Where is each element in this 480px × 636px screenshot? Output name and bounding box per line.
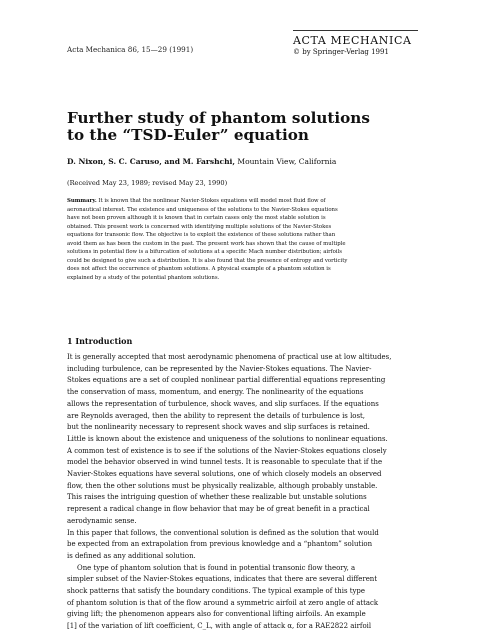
abstract-line: avoid them as has been the custom in the past. The present work has shown that the cause of multiple	[67, 240, 346, 247]
paper-title	[67, 110, 407, 144]
section-heading: 1 Introduction	[67, 336, 133, 346]
body-line: Little is known about the existence and uniqueness of the solutions to nonlinear equations.	[67, 434, 388, 443]
received-dates: (Received May 23, 1989; revised May 23, 1990)	[67, 179, 228, 187]
body-line: allows the representation of turbulence, shock waves, and slip surfaces. If the equations	[67, 399, 379, 408]
abstract-line: solutions in potential flow is a bifurcation of solutions at a specific Mach number distribution; airfoils	[67, 249, 343, 256]
abstract-line: could be designed to give such a distribution. It is also found that the presence of entropy and vorticity	[67, 257, 348, 264]
body-line: Stokes equations are a set of coupled nonlinear partial differential equations representing	[67, 376, 386, 385]
abstract-line: does not affect the occurrence of phantom solutions. A physical example of a phantom solution is	[67, 266, 331, 273]
author-line	[67, 157, 336, 166]
body-line: including turbulence, can be represented by the Navier-Stokes equations. The Navier-	[67, 364, 372, 373]
author-names: D. Nixon, S. C. Caruso, and M. Farshchi,	[67, 157, 235, 166]
abstract	[67, 197, 417, 282]
body-line: model the behavior observed in wind tunnel tests. It is reasonable to speculate that if the	[67, 458, 383, 467]
masthead-copyright: © by Springer-Verlag 1991	[293, 48, 389, 56]
body-line: One type of phantom solution that is found in potential transonic flow theory, a	[77, 563, 356, 572]
title-line: Further study of phantom solutions	[67, 109, 370, 127]
body-line: Navier-Stokes equations have several solutions, one of which closely models an observed	[67, 470, 382, 479]
abstract-line: obtained. This present work is concerned with identifying multiple solutions of the Navier-Stokes	[67, 223, 332, 230]
abstract-line: equations for transonic flow. The objective is to exploit the existence of these solutions rather than	[67, 232, 336, 239]
body-line: are Reynolds averaged, then the ability to represent the details of turbulence is lost,	[67, 411, 366, 420]
abstract-line: explained by a study of the potential phantom solutions.	[67, 274, 220, 281]
body-line: of phantom solution is that of the flow around a symmetric airfoil at zero angle of attack	[67, 598, 379, 607]
body-line: the conservation of mass, momentum, and energy. The nonlinearity of the equations	[67, 388, 364, 397]
abstract-line: Summary. It is known that the nonlinear Navier-Stokes equations will model most fluid flow of	[67, 198, 326, 204]
body-text	[67, 352, 417, 633]
abstract-line: aeronautical interest. The existence and uniqueness of the solutions to the Navier-Stokes equations	[67, 206, 338, 213]
body-line: represent a radical change in flow behavior that may be of great benefit in a practical	[67, 505, 370, 514]
body-line: is defined as any additional solution.	[67, 551, 196, 560]
body-line: flow, then the other solutions must be physically realizable, although probably unstable.	[67, 481, 378, 490]
body-line: simpler subset of the Navier-Stokes equations, indicates that there are several different	[67, 575, 378, 584]
body-line: but the nonlinearity necessary to represent shock waves and slip surfaces is retained.	[67, 423, 370, 432]
body-line: be expected from an extrapolation from previous knowledge and a “phantom” solution	[67, 540, 373, 549]
journal-masthead	[293, 30, 418, 57]
journal-reference: Acta Mechanica 86, 15—29 (1991)	[67, 45, 194, 54]
body-line: [1] of the variation of lift coefficient, C_L, with angle of attack α, for a RAE2822 airfoil	[67, 622, 372, 631]
body-line: A common test of existence is to see if the solutions of the Navier-Stokes equations closely	[67, 446, 387, 455]
body-line: shock patterns that satisfy the boundary conditions. The typical example of this type	[67, 587, 365, 596]
masthead-title: ACTA MECHANICA	[293, 34, 412, 47]
body-line: It is generally accepted that most aerodynamic phenomena of practical use at low altitudes,	[67, 353, 392, 361]
abstract-label: Summary.	[67, 198, 97, 204]
title-line: to the “TSD-Euler” equation	[67, 126, 309, 144]
body-line: aerodynamic sense.	[67, 516, 137, 525]
body-line: In this paper that follows, the conventional solution is defined as the solution that would	[67, 528, 379, 537]
body-line: giving lift; the phenomenon appears also for conventional lifting airfoils. An example	[67, 610, 366, 619]
author-affiliation: Mountain View, California	[235, 157, 337, 166]
body-line: This raises the intriguing question of whether these realizable but unstable solutions	[67, 493, 367, 502]
abstract-line: have not been proven although it is known that in certain cases only the most stable solution is	[67, 215, 326, 222]
